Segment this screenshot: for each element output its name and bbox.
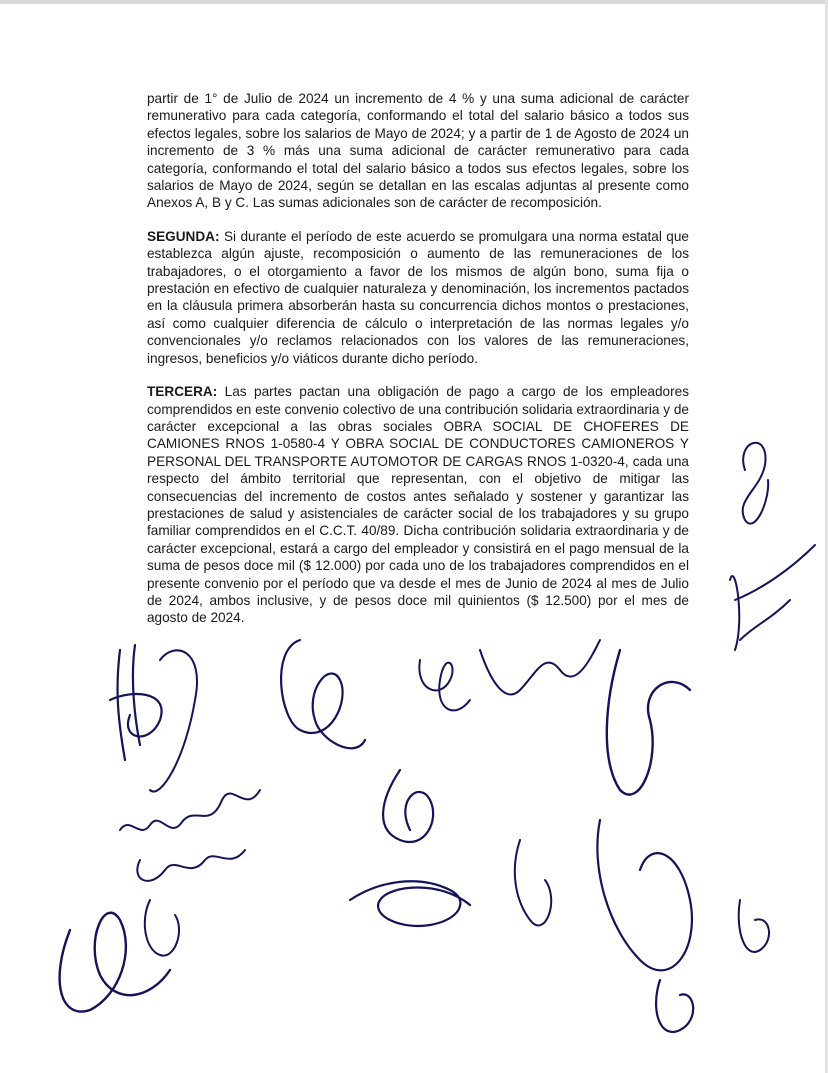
- scan-edge: [0, 0, 828, 4]
- clause-heading: TERCERA:: [147, 384, 218, 400]
- document-body: [147, 90, 689, 643]
- signature: [137, 850, 245, 881]
- paragraph-text: Si durante el período de este acuerdo se promulgara una norma estatal que establezca algún ajuste, recomposición o aumento de las remuneraciones de los trabajadores, o el otorgamiento a favor de los mismos de algún bono, suma fija o prestación en efectivo de cualquier naturaleza y denominación, los incrementos pactados en la cláusula primera absorberán hasta su concurrencia dichos montos o prestaciones, así como cualquier diferencia de cálculo o interpretación de las normas legales y/o convencionales y/o reclamos relacionados con los valores de las remuneraciones, ingresos, beneficios y/o viáticos durante dicho período.: [147, 228, 689, 366]
- signature: [110, 645, 162, 760]
- signature: [480, 640, 600, 694]
- signature: [607, 650, 690, 795]
- signature: [350, 881, 470, 926]
- signature: [281, 640, 365, 748]
- signature: [383, 770, 433, 842]
- signature: [739, 900, 769, 952]
- paragraph-tercera: [147, 383, 689, 627]
- signature: [743, 443, 769, 524]
- signature: [145, 900, 179, 956]
- signature: [656, 980, 693, 1032]
- signature: [730, 545, 815, 650]
- clause-heading: SEGUNDA:: [147, 228, 220, 244]
- paragraph-primera-continuation: [147, 90, 689, 212]
- signature: [597, 820, 692, 970]
- paragraph-text: Las partes pactan una obligación de pago a cargo de los empleadores comprendidos en este convenio colectivo de una contribución solidaria extraordinaria y de carácter excepcional a las obras sociales OBRA SOCIAL DE CHOFERES DE CAMIONES RNOS 1-0580-4 Y OBRA SOCIAL DE CONDUCTORES CAMIONEROS Y PERSONAL DEL TRANSPORTE AUTOMOTOR DE CARGAS RNOS 1-0320-4, cada una respecto del ámbito territorial que representan, con el objetivo de mitigar las consecuencias del incremento de costos antes señalado y sostener y garantizar las prestaciones de salud y asistenciales de carácter social de los trabajadores y su grupo familiar comprendidos en el C.C.T. 40/89. Dicha contribución solidaria extraordinaria y de carácter excepcional, estará a cargo del empleador y consistirá en el pago mensual de la suma de pesos doce mil ($ 12.000) por cada uno de los trabajadores comprendidos en el presente convenio por el período que va desde el mes de Junio de 2024 al mes de Julio de 2024, ambos inclusive, y de pesos doce mil quinientos ($ 12.500) por el mes de agosto de 2024.: [147, 384, 689, 626]
- signature: [419, 660, 470, 710]
- signature: [120, 790, 260, 830]
- paragraph-segunda: [147, 228, 689, 367]
- signature: [150, 650, 197, 791]
- paragraph-text: partir de 1° de Julio de 2024 un incremento de 4 % y una suma adicional de carácter remunerativo para cada categoría, conformando el total del salario básico a todos sus efectos legales, sobre los salarios de Mayo de 2024; y a partir de 1 de Agosto de 2024 un incremento de 3 % más una suma adicional de carácter remunerativo para cada categoría, conformando el total del salario básico a todos sus efectos legales, sobre los salarios de Mayo de 2024, según se detallan en las escalas adjuntas al presente como Anexos A, B y C. Las sumas adicionales son de carácter de recomposición.: [147, 91, 689, 211]
- signature: [60, 913, 170, 1012]
- signature: [515, 840, 551, 925]
